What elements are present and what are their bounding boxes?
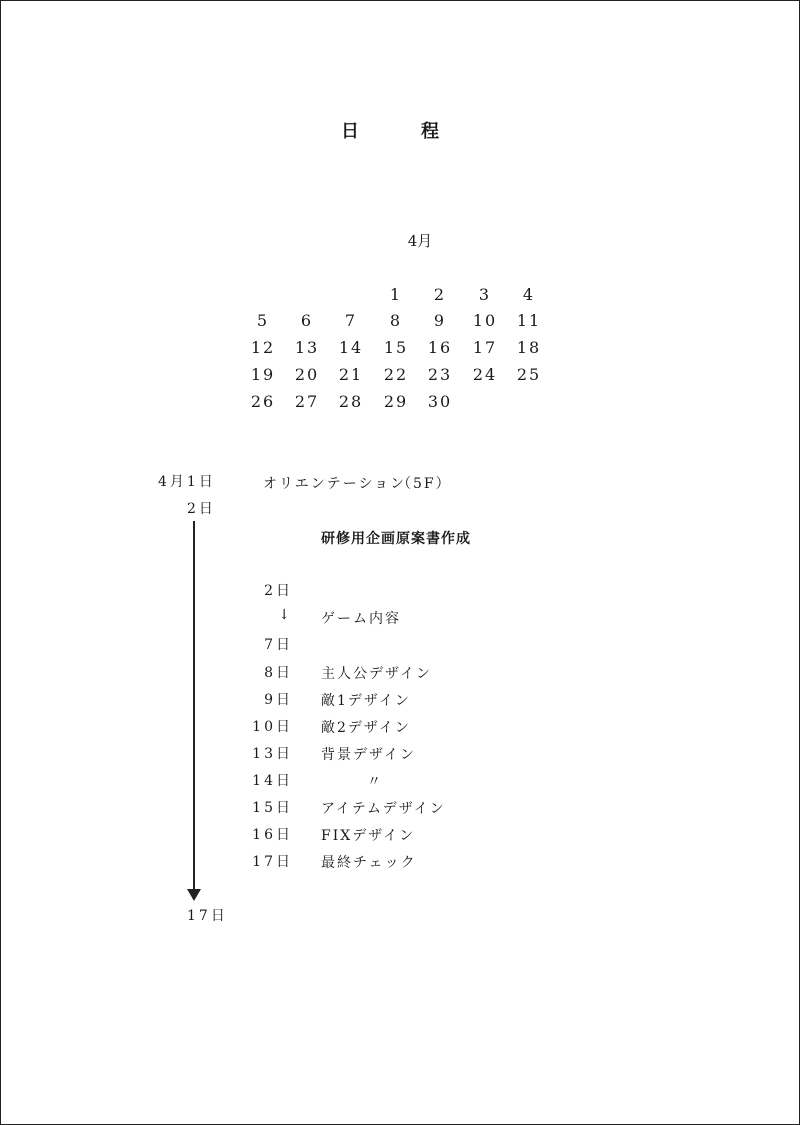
schedule-date: 2日 — [264, 583, 293, 599]
calendar-day: 20 — [294, 365, 320, 384]
orientation-date: 4月1日 — [158, 474, 216, 490]
period-arrow-line — [193, 521, 195, 893]
ditto-mark: 〃 — [367, 774, 383, 790]
calendar-day: 8 — [389, 311, 403, 330]
schedule-task: 敵2デザイン — [321, 720, 411, 736]
section-heading: 研修用企画原案書作成 — [321, 531, 471, 547]
schedule-date: 16日 — [252, 827, 293, 843]
calendar-day: 3 — [478, 285, 492, 304]
calendar-day: 12 — [250, 338, 276, 357]
arrow-down-icon — [187, 889, 201, 901]
calendar-day: 9 — [433, 311, 447, 330]
orientation-floor: （5F） — [397, 476, 452, 492]
orientation-text: オリエンテーション — [263, 476, 407, 492]
calendar-day: 21 — [338, 365, 364, 384]
schedule-task: 背景デザイン — [321, 747, 417, 763]
calendar-day: 15 — [383, 338, 409, 357]
month-label: 4月 — [407, 232, 433, 250]
calendar-day: 18 — [516, 338, 542, 357]
calendar-day: 25 — [516, 365, 542, 384]
calendar-day: 27 — [294, 392, 320, 411]
page-title: 日 程 — [341, 121, 461, 142]
schedule-date: 9日 — [264, 692, 293, 708]
schedule-date: 14日 — [252, 773, 293, 789]
period-start: 2日 — [187, 501, 216, 517]
calendar-day: 7 — [344, 311, 358, 330]
calendar-day: 10 — [472, 311, 498, 330]
calendar-day: 16 — [427, 338, 453, 357]
calendar-day: 24 — [472, 365, 498, 384]
calendar-day: 6 — [300, 311, 314, 330]
calendar-day: 28 — [338, 392, 364, 411]
schedule-date: 8日 — [264, 665, 293, 681]
calendar-day: 26 — [250, 392, 276, 411]
calendar-day: 19 — [250, 365, 276, 384]
calendar-day: 4 — [522, 285, 536, 304]
schedule-task: 最終チェック — [321, 855, 417, 871]
schedule-date: 17日 — [252, 854, 293, 870]
down-arrow-icon: ↓ — [278, 607, 290, 623]
calendar-day: 22 — [383, 365, 409, 384]
schedule-task: ゲーム内容 — [321, 611, 401, 627]
calendar-day: 30 — [427, 392, 453, 411]
calendar-day: 13 — [294, 338, 320, 357]
calendar-day: 23 — [427, 365, 453, 384]
calendar-day: 14 — [338, 338, 364, 357]
calendar-day: 17 — [472, 338, 498, 357]
schedule-task: アイテムデザイン — [321, 801, 446, 817]
calendar-day: 5 — [256, 311, 270, 330]
calendar-day: 11 — [516, 311, 542, 330]
schedule-task: 敵1デザイン — [321, 693, 411, 709]
schedule-task: FIXデザイン — [321, 828, 416, 844]
calendar-day: 2 — [433, 285, 447, 304]
schedule-date: 7日 — [264, 637, 293, 653]
schedule-task: 主人公デザイン — [321, 666, 433, 682]
calendar-day: 1 — [389, 285, 403, 304]
calendar-day: 29 — [383, 392, 409, 411]
schedule-date: 15日 — [252, 800, 293, 816]
schedule-date: 13日 — [252, 746, 293, 762]
schedule-date: 10日 — [252, 719, 293, 735]
period-end: 17日 — [187, 908, 228, 924]
